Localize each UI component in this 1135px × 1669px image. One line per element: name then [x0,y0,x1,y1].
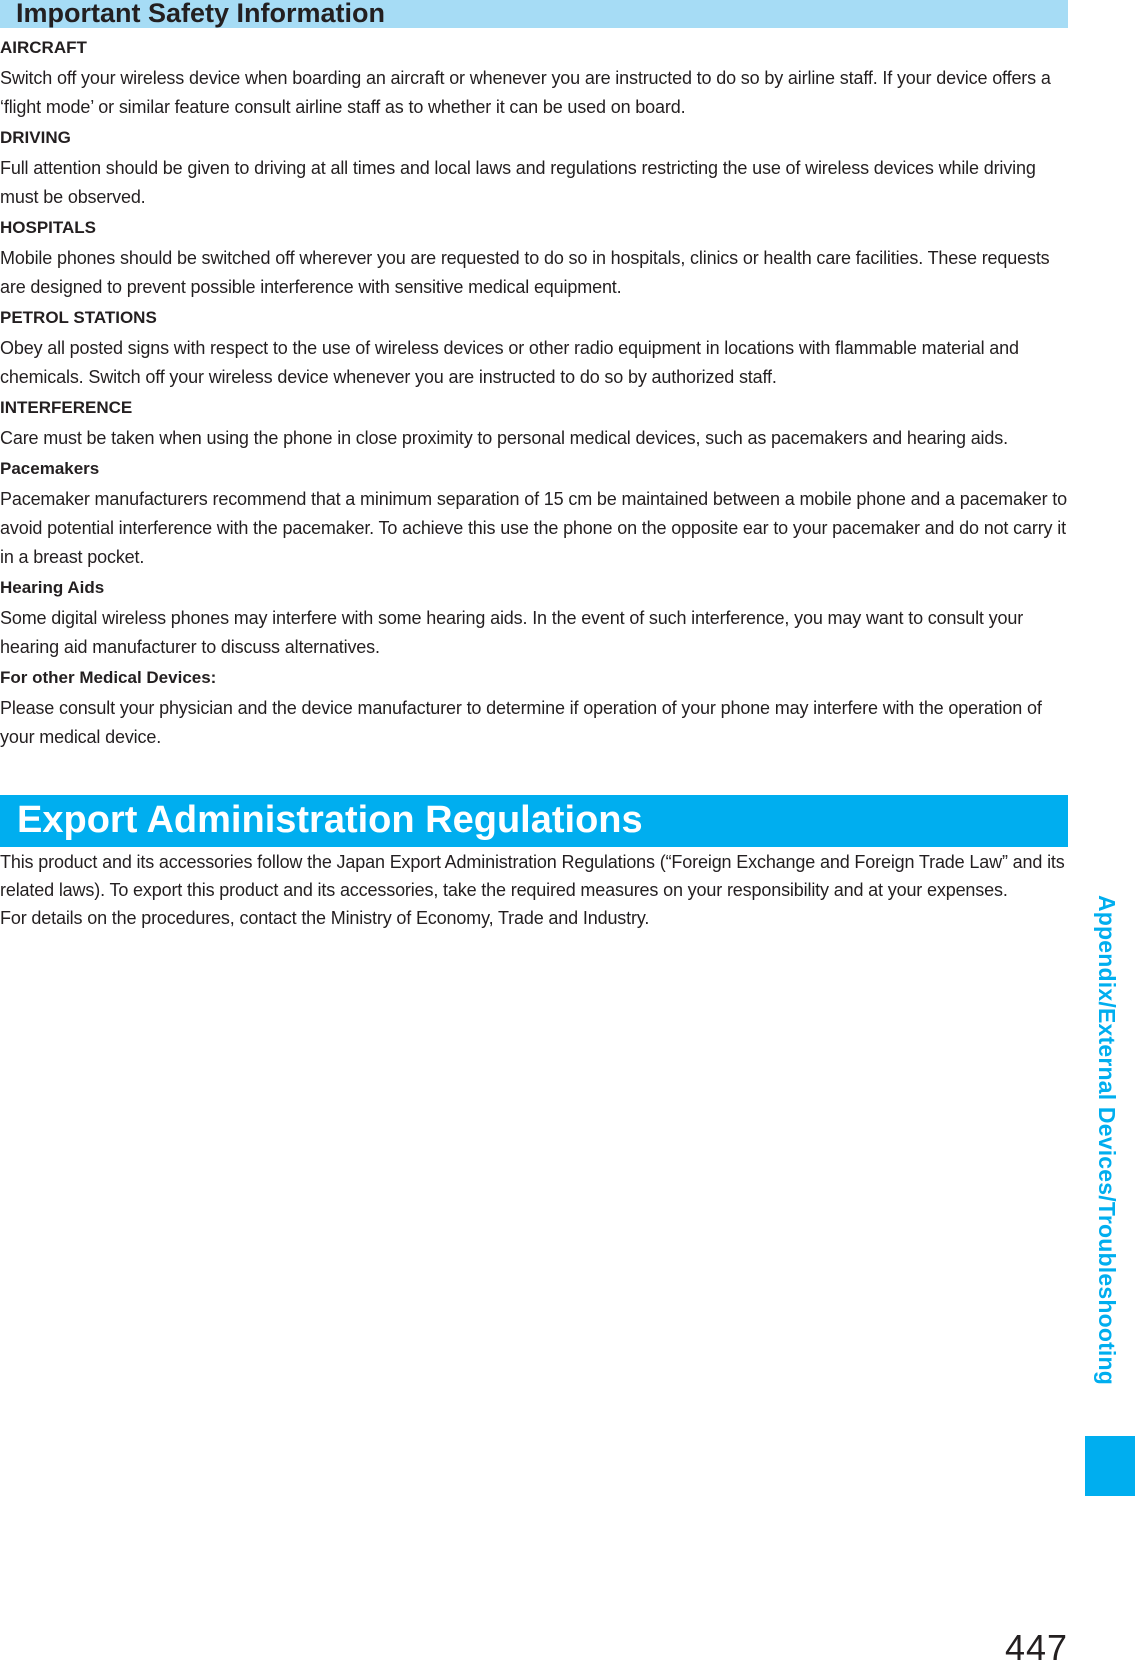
export-section-title: Export Administration Regulations [17,799,643,841]
side-tab-marker [1085,1436,1135,1496]
entry-text: Mobile phones should be switched off wherever you are requested to do so in hospitals, clinics or health care facilities. These requests are designed to prevent possible interference with sensitive medical equipment. [0,248,1050,297]
entry-heading: INTERFERENCE [0,398,133,417]
safety-section-body [0,36,1068,756]
entry-heading: HOSPITALS [0,218,97,237]
entry-text: Switch off your wireless device when boarding an aircraft or whenever you are instructed to do so by airline staff. If your device offers a ‘flight mode’ or similar feature consult airline staff as to whether it can be used on board. [0,68,1051,117]
safety-entry-interference [0,396,1068,453]
entry-heading: PETROL STATIONS [0,308,157,327]
safety-entry-pacemakers [0,457,1068,572]
safety-entry-driving [0,126,1068,212]
page-number: 447 [1005,1627,1069,1668]
entry-text: Some digital wireless phones may interfere with some hearing aids. In the event of such interference, you may want to consult your hearing aid manufacturer to discuss alternatives. [0,608,1024,657]
entry-heading: DRIVING [0,128,71,147]
entry-heading: Hearing Aids [0,578,105,597]
safety-entry-hearing-aids [0,576,1068,662]
safety-entry-other-medical-devices [0,666,1068,752]
entry-text: Care must be taken when using the phone in close proximity to personal medical devices, such as pacemakers and hearing aids. [0,428,1008,448]
safety-entry-petrol-stations [0,306,1068,392]
export-section-header [0,795,1068,847]
safety-entry-hospitals [0,216,1068,302]
export-paragraph: For details on the procedures, contact the Ministry of Economy, Trade and Industry. [0,908,650,928]
entry-heading: Pacemakers [0,459,100,478]
entry-text: Full attention should be given to driving at all times and local laws and regulations restricting the use of wireless devices while driving must be observed. [0,158,1036,207]
entry-text: Please consult your physician and the device manufacturer to determine if operation of your phone may interfere with the operation of your medical device. [0,698,1042,747]
safety-section-title: Important Safety Information [16,0,386,28]
entry-text: Obey all posted signs with respect to the use of wireless devices or other radio equipment in locations with flammable material and chemicals. Switch off your wireless device whenever you are instructed to do so by authorized staff. [0,338,1019,387]
entry-text: Pacemaker manufacturers recommend that a minimum separation of 15 cm be maintained between a mobile phone and a pacemaker to avoid potential interference with the pacemaker. To achieve this use the phone on the opposite ear to your pacemaker and do not carry it in a breast pocket. [0,489,1067,567]
export-paragraph: This product and its accessories follow the Japan Export Administration Regulations (“Foreign Exchange and Foreign Trade Law” and its related laws). To export this product and its accessories, take the required measures on your responsibility and at your expenses. [0,852,1065,900]
safety-section-header [0,0,1068,28]
safety-entry-aircraft [0,36,1068,122]
entry-heading: AIRCRAFT [0,38,87,57]
entry-heading: For other Medical Devices: [0,668,217,687]
export-section-body [0,848,1068,932]
side-tab-label: Appendix/External Devices/Troubleshooting [1094,895,1120,1386]
